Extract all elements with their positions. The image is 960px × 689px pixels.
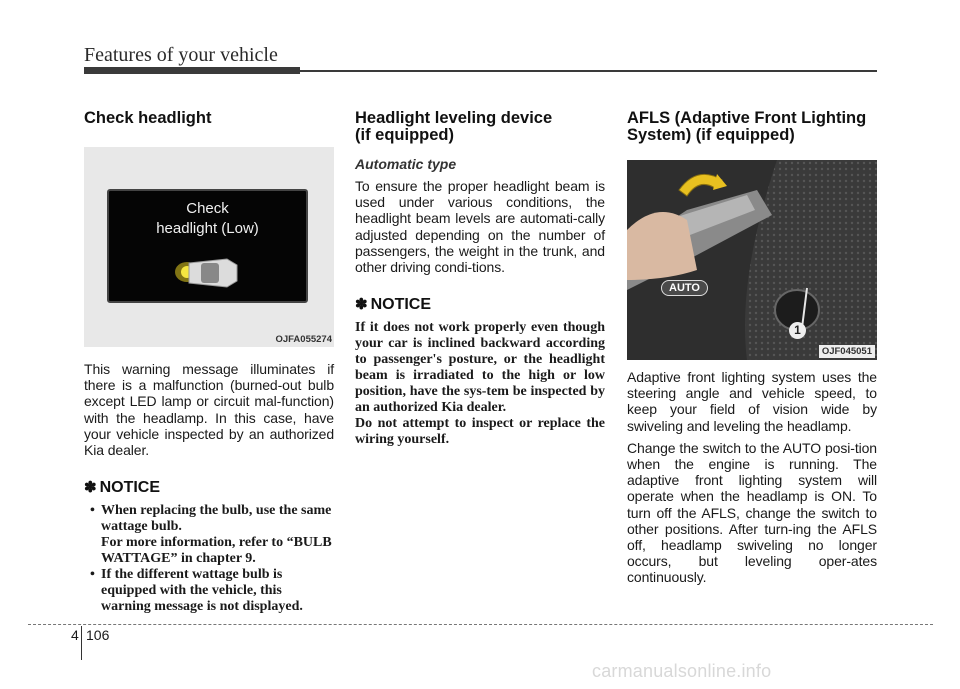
bullet-subtext: For more information, refer to “BULB WATTAGE” in chapter 9. (101, 535, 332, 567)
notice-heading-2 (355, 295, 605, 314)
footer-separator (81, 626, 82, 660)
notice-paragraph-2: Do not attempt to inspect or replace the wiring yourself. (355, 416, 605, 448)
notice-label: NOTICE (370, 296, 432, 314)
notice-star-icon: ✽ (355, 296, 368, 314)
column-headlight-leveling (355, 110, 605, 448)
header-rule-thin (300, 70, 877, 72)
watermark-text: carmanualsonline.info (592, 661, 772, 681)
list-item: • If the different wattage bulb is equipped with the vehicle, this warning message is not displayed. (90, 567, 303, 615)
car-top-view-icon (109, 191, 306, 301)
figure-code-3: OJF045051 (819, 345, 875, 358)
section-heading-leveling (355, 110, 605, 144)
notice-paragraph-1: If it does not work properly even though your car is inclined backward according to passenger's posture, or the headlight beam is irradiated to the high or low position, have the sys-tem be inspected by an authorized Kia dealer. (355, 320, 605, 416)
heading-line: System) (if equipped) (627, 126, 795, 144)
figure-afls-switch (627, 160, 877, 360)
check-headlight-body: This warning message illuminates if there is a malfunction (burned-out bulb except LED lamp or circuit mal-function) with the headlamp. In this case, have your vehicle inspected by an authorized Kia dealer. (84, 361, 334, 459)
header-rule-thick (84, 67, 300, 74)
notice-star-icon: ✽ (84, 479, 97, 497)
notice-heading-1 (84, 478, 334, 497)
figure-code-1: OJFA055274 (275, 334, 332, 345)
afls-body-1: Adaptive front lighting system uses the steering angle and vehicle speed, to keep your field of vision wide by swiveling and leveling the headlamp. (627, 369, 877, 434)
auto-label-badge: AUTO (661, 280, 708, 296)
leveling-body: To ensure the proper headlight beam is used under various conditions, the headlight beam levels are automati-cally adjusted depending on the number of passengers, the weight in the trunk, and other driving condi-tions. (355, 178, 605, 276)
cluster-display (107, 189, 308, 303)
callout-number-badge: 1 (789, 322, 806, 339)
list-item: • When replacing the bulb, use the same wattage bulb. For more information, refer to “BULB WATTAGE” in chapter 9. (84, 503, 334, 567)
bullet-text: When replacing the bulb, use the same wattage bulb. (101, 503, 332, 535)
column-check-headlight (84, 110, 334, 615)
notice-bullet-list (84, 503, 334, 615)
chapter-number: 4 (71, 627, 79, 643)
page-header-title: Features of your vehicle (84, 44, 278, 66)
heading-line: (if equipped) (355, 126, 454, 144)
section-heading-check-headlight: Check headlight (84, 109, 212, 127)
display-text-line2: headlight (Low) (156, 220, 259, 237)
heading-line: Headlight leveling device (355, 109, 553, 127)
display-text-line1: Check (186, 200, 229, 217)
subheading-automatic-type: Automatic type (355, 156, 457, 172)
lighting-switch-illustration (627, 160, 877, 360)
afls-body-2: Change the switch to the AUTO posi-tion when the engine is running. The adaptive front lighting system will operate when the headlamp is ON. To turn off the AFLS, change the switch to other positions. After turn-ing the AFLS off, headlamp swiveling no longer occurs, but leveling oper-ates continuously. (627, 439, 877, 586)
bullet-text: If the different wattage bulb is equipped with the vehicle, this warning message is not displayed. (101, 567, 303, 615)
column-afls (627, 110, 877, 592)
footer-dashed-rule (28, 624, 933, 625)
figure-check-headlight (84, 147, 334, 347)
page-number: 106 (86, 627, 110, 643)
heading-line: AFLS (Adaptive Front Lighting (627, 109, 867, 127)
section-heading-afls (627, 110, 877, 144)
notice-label: NOTICE (99, 479, 161, 497)
